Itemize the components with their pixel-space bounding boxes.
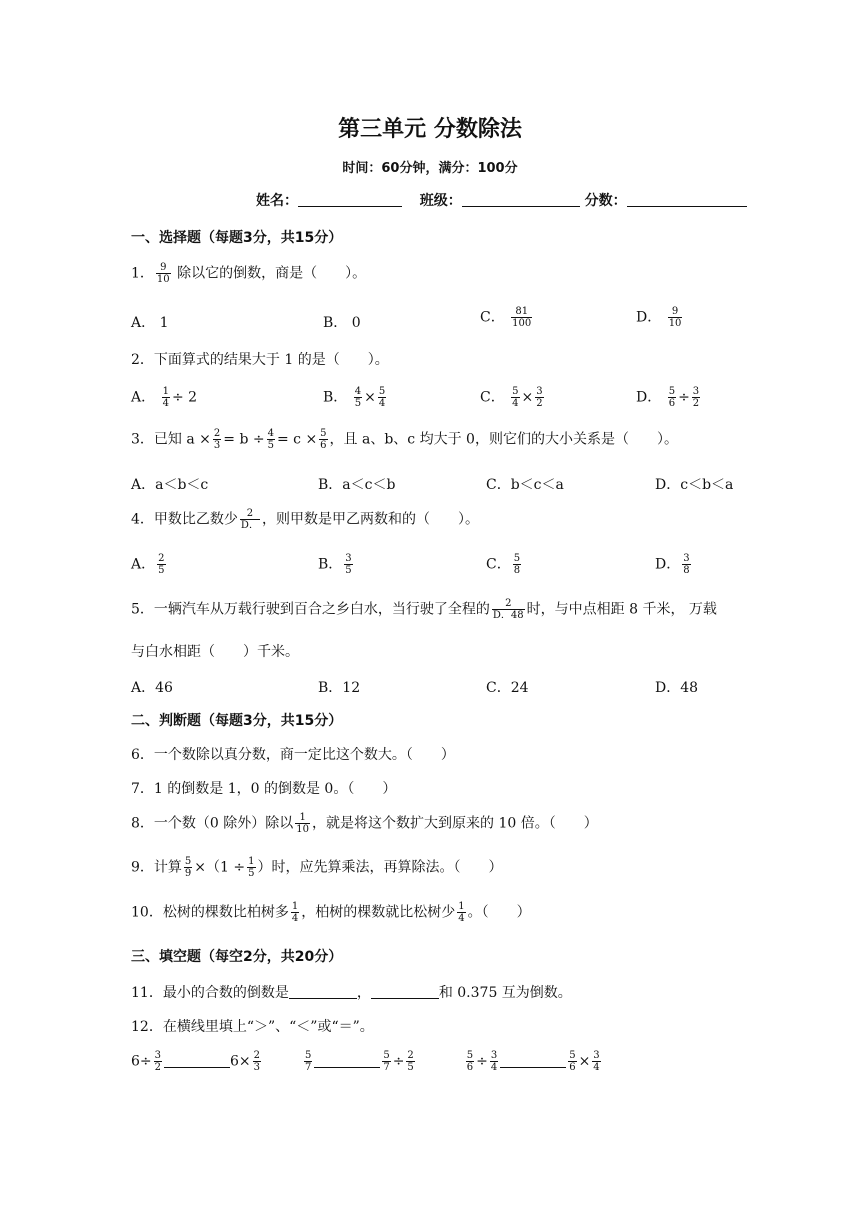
question-6: 6．一个数除以真分数，商一定比这个数大。（ ）	[131, 747, 455, 763]
question-8: 8．一个数（0 除外）除以 $\frac{1}{10}$ ，就是将这个数扩大到原来的 10 倍。（ ）	[131, 812, 598, 835]
q4-option-b[interactable]: B． $\frac{3}{5}$	[318, 553, 352, 576]
q4-option-a[interactable]: A． $\frac{2}{5}$	[131, 553, 165, 576]
answer-blank[interactable]	[289, 984, 357, 999]
section-heading-choice: 一、选择题（每题3分，共15分）	[131, 230, 343, 246]
question-1: 1． $\frac{9}{10}$ 除以它的倒数，商是（ ）。	[131, 262, 367, 285]
question-12-expressions: 6÷ $\frac{3}{2}$ 6× $\frac{2}{3}$ $\frac{5}{7}$ $\frac{5}{7}$ ÷ $\frac{2}{5}$ $\frac{5}{6}$ ÷ $\frac{3}{4}$ $\frac{5}{6}$ × $\frac{3}{4}$	[131, 1050, 600, 1073]
score-label: 分数：	[584, 193, 627, 209]
q3-option-a[interactable]: A．a＜b＜c	[131, 477, 209, 493]
question-5-line2: 与白水相距（ ）千米。	[131, 644, 299, 660]
q3-option-d[interactable]: D．c＜b＜a	[655, 477, 734, 493]
score-blank[interactable]	[627, 192, 747, 207]
section-heading-fill: 三、填空题（每空2分，共20分）	[131, 949, 343, 965]
fraction: $\frac{9}{10}$	[156, 262, 170, 285]
q2-option-d[interactable]: D． $\frac{5}{6}$ ÷ $\frac{3}{2}$	[636, 386, 700, 409]
q4-option-d[interactable]: D． $\frac{3}{8}$	[655, 553, 690, 576]
answer-blank[interactable]	[164, 1053, 230, 1068]
q1-option-b[interactable]: B． 0	[323, 315, 361, 331]
exam-info: 时间：60分钟，满分：100分	[342, 161, 518, 176]
q2-option-b[interactable]: B． $\frac{4}{5}$ × $\frac{5}{4}$	[323, 386, 386, 409]
q1-option-d[interactable]: D． $\frac{9}{10}$	[636, 306, 682, 329]
question-2: 2．下面算式的结果大于 1 的是（ ）。	[131, 352, 389, 368]
answer-blank[interactable]	[500, 1053, 566, 1068]
section-heading-judgement: 二、判断题（每题3分，共15分）	[131, 713, 343, 729]
question-10: 10．松树的棵数比柏树多 $\frac{1}{4}$ ，柏树的棵数就比松树少 $\frac{1}{4}$ 。（ ）	[131, 901, 531, 924]
q5-option-b[interactable]: B．12	[318, 680, 361, 696]
class-blank[interactable]	[462, 192, 580, 207]
answer-blank[interactable]	[371, 984, 439, 999]
q1-option-c[interactable]: C． $\frac{81}{100}$	[480, 306, 532, 329]
question-9: 9．计算 $\frac{5}{9}$ ×（1 ÷ $\frac{1}{5}$ ）时，应先算乘法，再算除法。（ ）	[131, 856, 503, 879]
q3-option-c[interactable]: C．b＜c＜a	[486, 477, 564, 493]
student-info-row	[256, 190, 747, 210]
question-4: 4．甲数比乙数少 $\frac{2}{D.}$ ，则甲数是甲乙两数和的（ ）。	[131, 508, 479, 531]
q5-option-c[interactable]: C．24	[486, 680, 529, 696]
answer-blank[interactable]	[314, 1053, 380, 1068]
name-blank[interactable]	[298, 192, 402, 207]
class-label: 班级：	[419, 193, 462, 209]
q2-option-a[interactable]: A． $\frac{1}{4}$ ÷ 2	[131, 386, 198, 409]
question-11: 11．最小的合数的倒数是 ， 和 0.375 互为倒数。	[131, 985, 572, 1001]
question-12: 12．在横线里填上“＞”、“＜”或“＝”。	[131, 1019, 374, 1035]
question-3: 3．已知 a × $\frac{2}{3}$ = b ÷ $\frac{4}{5}$ = c × $\frac{5}{6}$ ，且 a、b、c 均大于 0，则它们的大小关系是（ ）。	[131, 428, 678, 451]
page-title: 第三单元 分数除法	[338, 117, 522, 142]
q2-option-c[interactable]: C． $\frac{5}{4}$ × $\frac{3}{2}$	[480, 386, 543, 409]
q5-option-d[interactable]: D．48	[655, 680, 699, 696]
q5-option-a[interactable]: A．46	[131, 680, 173, 696]
question-5: 5．一辆汽车从万载行驶到百合之乡白水，当行驶了全程的 $\frac{2}{D.48}$ 时，与中点相距 8 千米， 万载	[131, 598, 717, 621]
q4-option-c[interactable]: C． $\frac{5}{8}$	[486, 553, 521, 576]
q3-option-b[interactable]: B．a＜c＜b	[318, 477, 396, 493]
name-label: 姓名：	[256, 193, 298, 209]
question-7: 7．1 的倒数是 1，0 的倒数是 0。（ ）	[131, 781, 397, 797]
q1-option-a[interactable]: A． 1	[131, 315, 169, 331]
